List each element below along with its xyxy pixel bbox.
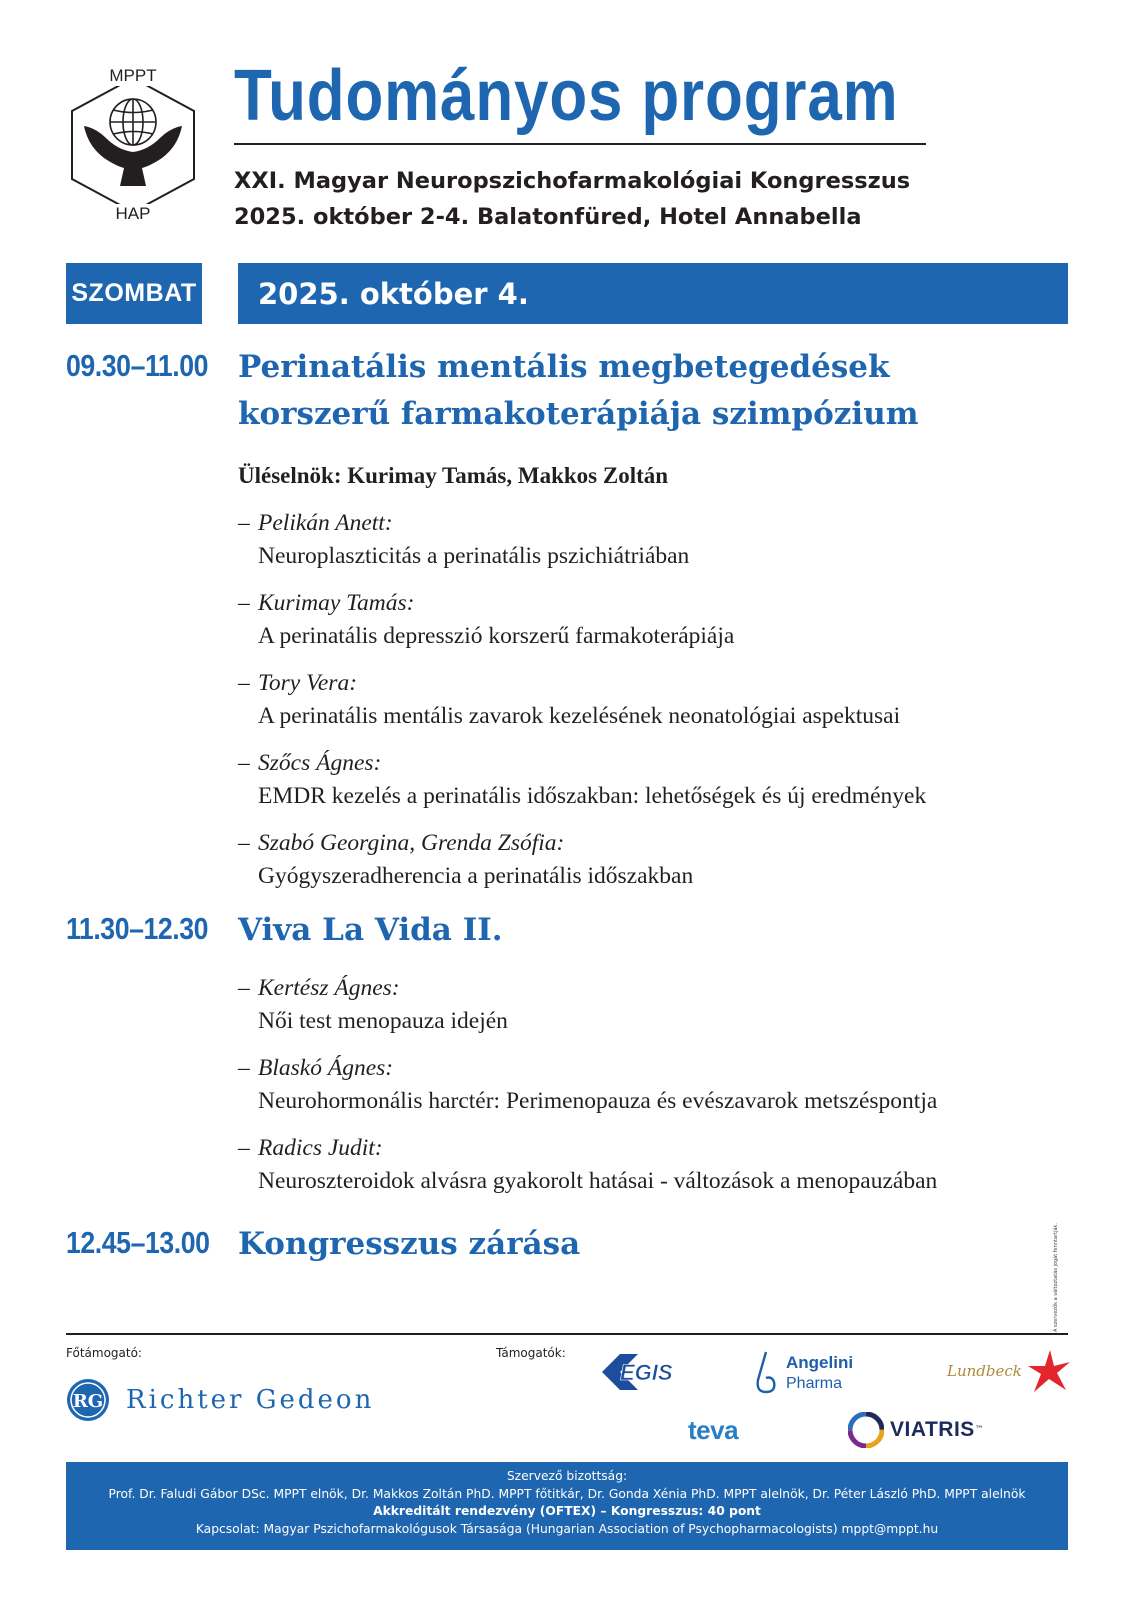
- talk-title: Neuroszteroidok alvásra gyakorolt hatásai - változások a menopauzában: [258, 1168, 938, 1194]
- organizing-committee-footer: [66, 1462, 1068, 1550]
- talk-speaker: Szabó Georgina, Grenda Zsófia:: [258, 830, 565, 856]
- richter-gedeon-name: Richter Gedeon: [126, 1385, 375, 1415]
- egis-wordmark: EGIS: [620, 1360, 673, 1385]
- main-sponsor-label: Főtámogató:: [66, 1346, 142, 1360]
- talk-item: – Kertész Ágnes: Női test menopauza idején: [238, 972, 508, 1038]
- mppt-hap-logo: [66, 66, 200, 224]
- day-date: 2025. október 4.: [238, 263, 1068, 324]
- lundbeck-star-icon: [1026, 1348, 1072, 1394]
- session-time: 11.30–12.30: [66, 911, 209, 946]
- angelini-mark-icon: [752, 1350, 782, 1396]
- congress-subtitle: [234, 163, 934, 235]
- talk-item: – Szőcs Ágnes: EMDR kezelés a perinatális időszakban: lehetőségek és új eredmények: [238, 747, 926, 813]
- session-title-line: Perinatális mentális megbetegedések: [238, 349, 890, 385]
- talk-title: EMDR kezelés a perinatális időszakban: lehetőségek és új eredmények: [258, 783, 927, 809]
- page-title: Tudományos program: [234, 56, 899, 136]
- session-time: 09.30–11.00: [66, 348, 209, 383]
- session-title: Viva La Vida II.: [238, 912, 503, 948]
- angelini-sub: Pharma: [786, 1375, 843, 1392]
- lundbeck-wordmark: Lundbeck: [947, 1362, 1022, 1380]
- side-note: A szervezők a változtatás jogát fenntartják.: [1053, 1223, 1059, 1332]
- session-title: Kongresszus zárása: [238, 1226, 581, 1262]
- lundbeck-logo: [947, 1346, 1072, 1396]
- talk-item: – Radics Judit: Neuroszteroidok alvásra gyakorolt hatásai - változások a menopauzában: [238, 1132, 937, 1198]
- session-chairs: Üléselnök: Kurimay Tamás, Makkos Zoltán: [238, 463, 669, 488]
- egis-mark-icon: [598, 1350, 698, 1394]
- title-divider: [234, 143, 926, 145]
- talk-item: – Pelikán Anett: Neuroplaszticitás a perinatális pszichiátriában: [238, 507, 689, 573]
- congress-name: XXI. Magyar Neuropszichofarmakológiai Kongresszus: [234, 168, 911, 194]
- angelini-name: Angelini: [786, 1353, 854, 1372]
- viatris-mark-icon: [848, 1412, 884, 1448]
- talk-speaker: Szőcs Ágnes:: [258, 750, 382, 776]
- talk-speaker: Radics Judit:: [258, 1135, 383, 1161]
- logo-bottom-text: HAP: [115, 204, 151, 223]
- supporters-label: Támogatók:: [496, 1346, 566, 1360]
- talk-speaker: Pelikán Anett:: [258, 510, 393, 536]
- richter-gedeon-logo: [66, 1375, 374, 1425]
- teva-wordmark: teva: [688, 1415, 739, 1445]
- footer-heading: Szervező bizottság:: [506, 1469, 628, 1483]
- footer-accreditation: Akkreditált rendezvény (OFTEX) – Kongresszus: 40 pont: [373, 1504, 761, 1518]
- globe-icon: [110, 99, 156, 145]
- congress-date-venue: 2025. október 2-4. Balatonfüred, Hotel Annabella: [234, 204, 862, 230]
- day-label: SZOMBAT: [66, 263, 202, 324]
- teva-logo: [688, 1415, 738, 1446]
- richter-mark-icon: [66, 1378, 110, 1422]
- talk-title: A perinatális mentális zavarok kezelésének neonatológiai aspektusai: [258, 703, 901, 729]
- talk-title: A perinatális depresszió korszerű farmakoterápiája: [258, 623, 735, 649]
- richter-mark-letters: RG: [72, 1391, 104, 1412]
- talk-title: Gyógyszeradherencia a perinatális időszakban: [258, 863, 694, 889]
- talk-item: – Blaskó Ágnes: Neurohormonális harctér: Perimenopauza és evészavarok metszéspontja: [238, 1052, 937, 1118]
- session-title: [238, 344, 919, 438]
- talk-title: Neurohormonális harctér: Perimenopauza és evészavarok metszéspontja: [258, 1088, 938, 1114]
- talk-item: – Szabó Georgina, Grenda Zsófia: Gyógyszeradherencia a perinatális időszakban: [238, 827, 693, 893]
- viatris-trademark: ™: [974, 1425, 984, 1435]
- talk-speaker: Tory Vera:: [258, 670, 358, 696]
- footer-committee: Prof. Dr. Faludi Gábor DSc. MPPT elnök, Dr. Makkos Zoltán PhD. MPPT főtitkár, Dr. Gonda Xénia PhD. MPPT alelnök, Dr. Péter László PhD. MPPT alelnök: [108, 1486, 1026, 1501]
- talk-speaker: Kurimay Tamás:: [258, 590, 415, 616]
- footer-contact: Kapcsolat: Magyar Pszichofarmakológusok Társasága (Hungarian Association of Psychopharmacologists) mppt@mppt.hu: [195, 1521, 939, 1536]
- logo-top-text: MPPT: [109, 66, 157, 85]
- talk-item: – Kurimay Tamás: A perinatális depresszió korszerű farmakoterápiája: [238, 587, 734, 653]
- talk-title: Neuroplaszticitás a perinatális pszichiátriában: [258, 543, 690, 569]
- talk-speaker: Kertész Ágnes:: [258, 975, 400, 1001]
- talk-title: Női test menopauza idején: [258, 1008, 508, 1034]
- viatris-logo: [848, 1410, 984, 1450]
- session-time: 12.45–13.00: [66, 1225, 210, 1260]
- egis-logo: [598, 1350, 698, 1394]
- angelini-pharma-logo: [752, 1350, 853, 1396]
- sponsor-divider: [66, 1333, 1068, 1335]
- viatris-wordmark: VIATRIS: [890, 1418, 975, 1441]
- talk-speaker: Blaskó Ágnes:: [258, 1055, 394, 1081]
- talk-item: – Tory Vera: A perinatális mentális zavarok kezelésének neonatológiai aspektusai: [238, 667, 900, 733]
- session-title-line: korszerű farmakoterápiája szimpózium: [238, 396, 919, 432]
